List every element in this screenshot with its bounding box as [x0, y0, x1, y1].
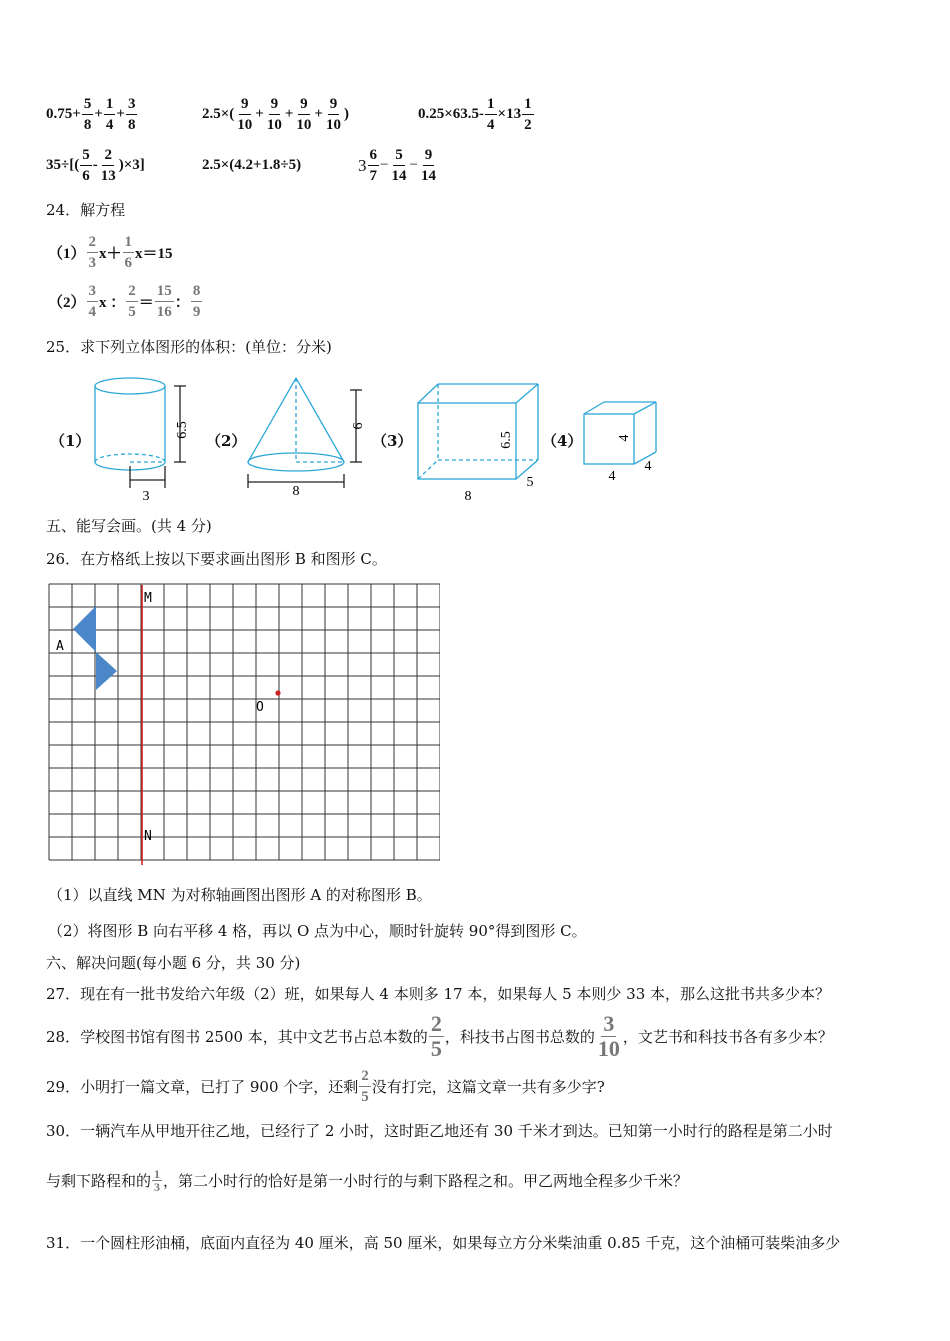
calc-expression-6: 3 $\frac{6}{7}$ − $\frac{5}{14}$ − $\frac{9}{14}$ — [358, 147, 436, 184]
q30-line2: 与剩下路程和的 $\frac{1}{3}$ ，第二小时行的恰好是第一小时行的与剩下路程之和。甲乙两地全程多少千米？ — [46, 1167, 689, 1194]
grid-lines — [49, 584, 440, 860]
fraction: $\frac{5}{8}$ — [83, 96, 92, 133]
q26-title: 26．在方格纸上按以下要求画出图形 B 和图形 C。 — [46, 550, 387, 568]
cuboid-length: 8 — [464, 489, 472, 504]
q24-title: 24．解方程 — [46, 201, 126, 219]
cube-figure — [584, 402, 656, 464]
cuboid-height: 6.5 — [499, 431, 514, 449]
solid-figures — [0, 370, 700, 510]
calc-expression-4: 35÷[( $\frac{5}{6}$ - $\frac{2}{13}$ )×3] — [46, 147, 145, 184]
label-m: M — [144, 591, 152, 606]
cylinder-radius: 3 — [142, 489, 150, 504]
section-6-title: 六、解决问题(每小题 6 分，共 30 分) — [46, 954, 301, 972]
cone-figure — [248, 378, 362, 488]
cube-edge-b: 4 — [608, 469, 616, 484]
calc-expression-5: 2.5×(4.2+1.8÷5) — [202, 157, 302, 173]
label-n: N — [144, 829, 152, 844]
q30-line1: 30．一辆汽车从甲地开往乙地，已经行了 2 小时，这时距乙地还有 30 千米才到达。已知第一小时行的路程是第二小时 — [46, 1122, 833, 1140]
q26-sub1: （1）以直线 MN 为对称轴画图出图形 A 的对称图形 B。 — [48, 886, 432, 904]
cone-height: 6 — [351, 422, 366, 430]
label-o: O — [256, 700, 264, 715]
section-5-title: 五、能写会画。(共 4 分) — [46, 517, 212, 535]
figure-label-3: （3） — [372, 432, 413, 450]
cube-edge-a: 4 — [617, 434, 632, 442]
cuboid-width: 5 — [526, 475, 534, 490]
cube-edge-c: 4 — [644, 459, 652, 474]
calc-expression-3: 0.25×63.5- $\frac{1}{4}$ ×13 $\frac{1}{2}$ — [418, 96, 532, 133]
calc-expression-2: 2.5×( $\frac{9}{10}$ + $\frac{9}{10}$ + $\frac{9}{10}$ + $\frac{9}{10}$ ) — [202, 96, 349, 133]
calc-expression-1: 0.75+ $\frac{5}{8}$ + $\frac{1}{4}$ + $\frac{3}{8}$ — [46, 96, 136, 133]
q31-text: 31．一个圆柱形油桶，底面内直径为 40 厘米，高 50 厘米，如果每立方分米柴油重 0.85 千克，这个油桶可装柴油多少 — [46, 1234, 841, 1252]
cone-diameter: 8 — [292, 484, 300, 499]
point-o — [275, 690, 280, 695]
equation-2: （2） $\frac{3}{4}$ x ： $\frac{2}{5}$ ＝ $\frac{15}{16}$ ： $\frac{8}{9}$ — [48, 283, 201, 320]
cylinder-height: 6.5 — [175, 421, 190, 439]
q25-title: 25．求下列立体图形的体积：(单位：分米) — [46, 338, 332, 356]
q28-text: 28．学校图书馆有图书 2500 本，其中文艺书占总本数的 $\frac{2}{5}$ ，科技书占图书总数的 $\frac{3}{10}$ ，文艺书和科技书各有多少本？ — [46, 1011, 833, 1061]
fraction: $\frac{1}{4}$ — [105, 96, 114, 133]
cylinder-figure — [95, 378, 186, 488]
q29-text: 29．小明打一篇文章，已打了 900 个字，还剩 $\frac{2}{5}$ 没有打完，这篇文章一共有多少字? — [46, 1068, 605, 1105]
figure-label-4: （4） — [542, 432, 583, 450]
shape-a-lower — [96, 652, 117, 690]
fraction: $\frac{3}{8}$ — [127, 96, 136, 133]
shape-a-upper — [73, 606, 96, 652]
q27-text: 27．现在有一批书发给六年级（2）班，如果每人 4 本则多 17 本，如果每人 5 本则少 33 本，那么这批书共多少本？ — [46, 985, 831, 1003]
label-a: A — [56, 639, 64, 654]
figure-label-2: （2） — [206, 432, 247, 450]
cuboid-figure — [418, 384, 538, 479]
grid-paper — [48, 583, 440, 867]
equation-1: （1） $\frac{2}{3}$ x＋ $\frac{1}{6}$ x＝15 — [48, 234, 173, 271]
figure-label-1: （1） — [50, 432, 91, 450]
q26-sub2: （2）将图形 B 向右平移 4 格，再以 O 点为中心，顺时针旋转 90°得到图形 C。 — [48, 922, 587, 940]
